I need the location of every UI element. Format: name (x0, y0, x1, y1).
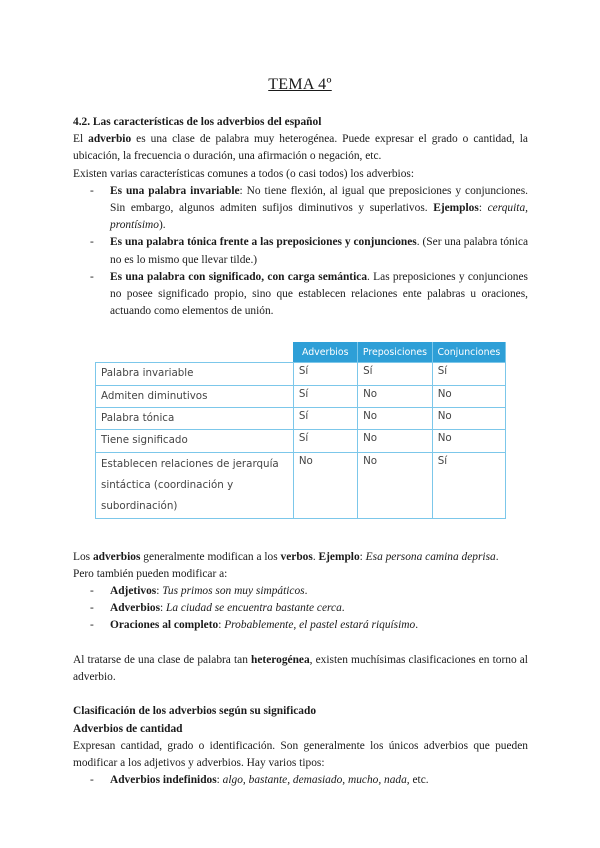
table-header-empty (96, 342, 294, 363)
list-item: - Adjetivos: Tus primos son muy simpáticos. (73, 583, 528, 600)
section-heading: 4.2. Las características de los adverbios del español (73, 116, 322, 128)
table-header-adverbios: Adverbios (293, 342, 357, 363)
table-cell: No (293, 452, 357, 518)
list-item: - Oraciones al completo: Probablemente, el pastel estará riquísimo. (73, 617, 528, 634)
table-row (96, 408, 506, 430)
table-cell: Sí (293, 363, 357, 385)
table-cell: No (432, 430, 505, 452)
modifiers-paragraph: Los adverbios generalmente modifican a los verbos. Ejemplo: Esa persona camina deprisa. (73, 550, 499, 563)
table-cell: Sí (358, 363, 433, 385)
table-cell: Palabra tónica (96, 408, 294, 430)
table-cell: No (358, 430, 433, 452)
intro-paragraph-2: Existen varias características comunes a todos (o casi todos) los adverbios: (73, 167, 414, 180)
modifiers-paragraph-2: Pero también pueden modificar a: (73, 567, 228, 580)
table-cell: Sí (432, 452, 505, 518)
classification-subheading: Adverbios de cantidad (73, 722, 183, 735)
classification-heading: Clasificación de los adverbios según su significado (73, 705, 317, 718)
table-header-preposiciones: Preposiciones (358, 342, 433, 363)
modifiers-list (73, 583, 528, 635)
list-item: - Adverbios indefinidos: algo, bastante, demasiado, mucho, nada, etc. (73, 772, 528, 789)
list-item: - Es una palabra invariable: No tiene flexión, al igual que preposiciones y conjunciones. Sin embargo, algunos admiten sufijos diminutivos y superlativos. Ejemplos: cerquita, prontísimo). (73, 183, 528, 235)
table-row (96, 363, 506, 385)
table-row (96, 385, 506, 407)
table-header-conjunciones: Conjunciones (432, 342, 505, 363)
classification-list (73, 772, 528, 789)
comparison-table (95, 342, 506, 518)
table-cell: No (358, 452, 433, 518)
list-item: - Es una palabra tónica frente a las preposiciones y conjunciones. (Ser una palabra tónica no es lo mismo que llevar tilde.) (73, 234, 528, 268)
classification-paragraph: Expresan cantidad, grado o identificación. Son generalmente los únicos adverbios que pueden modificar a los adjetivos y adverbios. Hay varios tipos: (73, 739, 528, 769)
table-row (96, 430, 506, 452)
list-item: - Es una palabra con significado, con carga semántica. Las preposiciones y conjunciones no posee significado propio, sino que establecen relaciones ente palabras u oraciones, actuando como elementos de unión. (73, 269, 528, 321)
table-cell: Admiten diminutivos (96, 385, 294, 407)
table-cell: Sí (293, 408, 357, 430)
table-cell: Sí (293, 385, 357, 407)
table-cell: No (358, 385, 433, 407)
table-cell: No (358, 408, 433, 430)
characteristics-list (73, 183, 528, 321)
table-cell: No (432, 385, 505, 407)
table-cell: Tiene significado (96, 430, 294, 452)
page-title: TEMA 4º (268, 76, 332, 93)
document-body (73, 114, 528, 789)
table-cell: Sí (293, 430, 357, 452)
list-item: - Adverbios: La ciudad se encuentra bastante cerca. (73, 600, 528, 617)
table-row (96, 452, 506, 518)
table-header-row (96, 342, 506, 363)
heterogeneous-paragraph: Al tratarse de una clase de palabra tan heterogénea, existen muchísimas clasificaciones en torno al adverbio. (73, 653, 528, 683)
table-cell: Palabra invariable (96, 363, 294, 385)
table-cell: Sí (432, 363, 505, 385)
intro-paragraph: El adverbio es una clase de palabra muy heterogénea. Puede expresar el grado o cantidad, la ubicación, la frecuencia o duración, una afirmación o negación, etc. (73, 133, 528, 163)
table-cell: No (432, 408, 505, 430)
table-cell: Establecen relaciones de jerarquía sintáctica (coordinación y subordinación) (96, 452, 294, 518)
